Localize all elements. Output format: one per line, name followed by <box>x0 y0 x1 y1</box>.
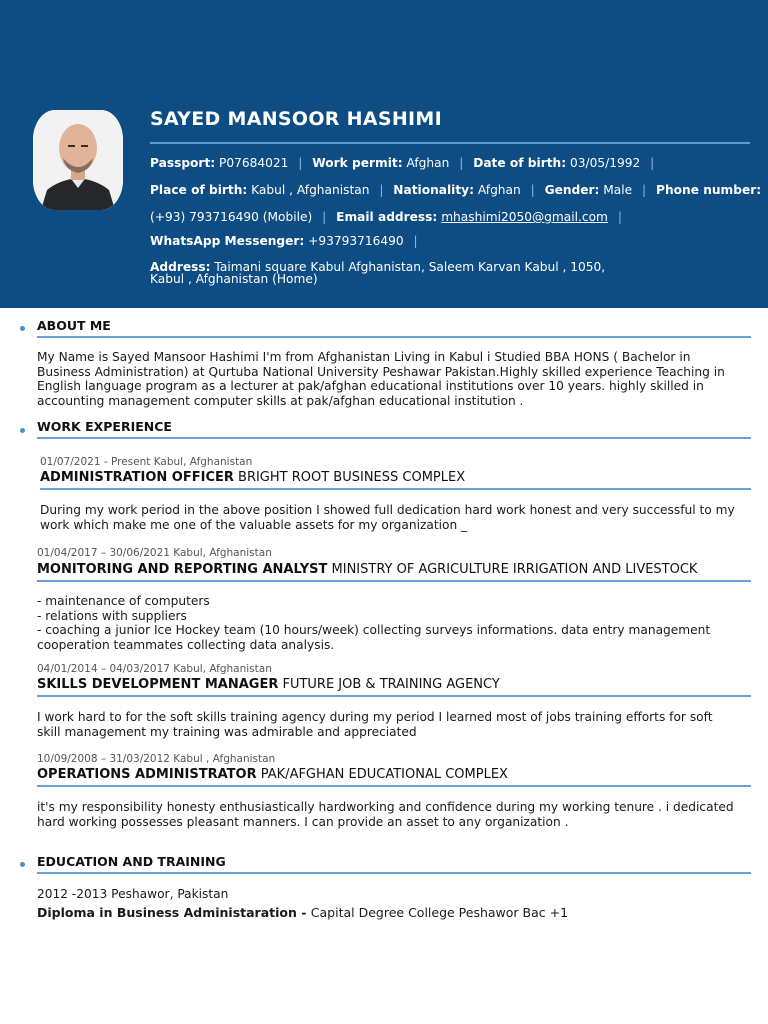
email-link[interactable]: mhashimi2050@gmail.com <box>441 210 608 224</box>
work-permit-label: Work permit: <box>312 156 403 170</box>
list-item: - coaching a junior Ice Hockey team (10 hours/week) collecting surveys informations. data entry management cooperation teammates collecting data analysis. <box>37 623 711 652</box>
job-org: PAK/AFGHAN EDUCATIONAL COMPLEX <box>256 767 508 782</box>
job-description: I work hard to for the soft skills training agency during my period I learned most of jobs training efforts for soft skill management my training was admirable and appreciated <box>37 710 713 739</box>
info-line-1 <box>150 156 660 171</box>
address-label: Address: <box>150 260 211 274</box>
job-title <box>37 767 508 782</box>
pob-label: Place of birth: <box>150 183 248 197</box>
gender-value: Male <box>603 183 633 197</box>
section-title-work: WORK EXPERIENCE <box>37 419 172 434</box>
job-divider <box>37 695 751 697</box>
education-school: Capital Degree College Peshawor Bac +1 <box>310 905 569 920</box>
job-description: it's my responsibility honesty enthusiastically hardworking and confidence during my working tenure . i dedicated hard working possesses pleasant manners. I can provide an asset to any organization . <box>37 800 734 829</box>
section-bullet-icon <box>20 428 25 433</box>
job-divider <box>40 488 751 490</box>
about-text: My Name is Sayed Mansoor Hashimi I'm from Afghanistan Living in Kabul i Studied BBA HONS ( Bachelor in Business Administration) at Qurtuba National University Peshawar Pakistan.Highly skilled experience Teaching in English language program as a lecturer at pak/afghan educational institutions over 10 years. highly skilled in accounting management computer skills at pak/afghan educational institution . <box>37 350 725 408</box>
list-item: - maintenance of computers <box>37 594 210 608</box>
list-item: - relations with suppliers <box>37 608 187 623</box>
separator: | <box>322 210 327 224</box>
education-meta: 2012 -2013 Peshawor, Pakistan <box>37 887 229 901</box>
education-degree: Diploma in Business Administaration - <box>37 905 311 920</box>
job-role: OPERATIONS ADMINISTRATOR <box>37 767 257 782</box>
job-description: During my work period in the above position I showed full dedication hard work honest and very successful to my work which make me one of the valuable assets for my organization _ <box>40 503 735 532</box>
phone-label: Phone number: <box>656 183 762 197</box>
separator: | <box>530 183 535 197</box>
job-meta: 10/09/2008 – 31/03/2012 Kabul , Afghanistan <box>37 753 276 765</box>
candidate-name: SAYED MANSOOR HASHIMI <box>150 108 442 130</box>
section-divider <box>37 437 751 439</box>
nationality-value: Afghan <box>477 183 521 197</box>
job-title <box>37 677 500 692</box>
job-role: SKILLS DEVELOPMENT MANAGER <box>37 677 279 692</box>
passport-label: Passport: <box>150 156 216 170</box>
section-title-about: ABOUT ME <box>37 318 111 333</box>
gender-label: Gender: <box>544 183 600 197</box>
education-entry <box>37 905 568 920</box>
address-line <box>150 261 610 285</box>
info-line-4 <box>150 234 424 249</box>
job-role: MONITORING AND REPORTING ANALYST <box>37 562 328 577</box>
job-org: FUTURE JOB & TRAINING AGENCY <box>278 677 500 692</box>
job-org: BRIGHT ROOT BUSINESS COMPLEX <box>233 470 466 485</box>
header-banner <box>0 0 768 308</box>
info-line-3 <box>150 210 628 225</box>
work-permit-value: Afghan <box>406 156 450 170</box>
info-line-2 <box>150 183 761 198</box>
job-divider <box>37 785 751 787</box>
whatsapp-value: +93793716490 <box>308 234 404 248</box>
nationality-label: Nationality: <box>393 183 474 197</box>
person-photo-icon <box>33 110 123 210</box>
job-org: MINISTRY OF AGRICULTURE IRRIGATION AND LIVESTOCK <box>327 562 698 577</box>
section-bullet-icon <box>20 326 25 331</box>
job-meta: 01/07/2021 - Present Kabul, Afghanistan <box>40 456 253 468</box>
address-value: Taimani square Kabul Afghanistan, Saleem Karvan Kabul , 1050, Kabul , Afghanistan (Home) <box>150 260 606 286</box>
job-title <box>37 562 697 577</box>
section-divider <box>37 872 751 874</box>
separator: | <box>642 183 647 197</box>
separator: | <box>617 210 622 224</box>
whatsapp-label: WhatsApp Messenger: <box>150 234 305 248</box>
section-title-education: EDUCATION AND TRAINING <box>37 854 226 869</box>
dob-value: 03/05/1992 <box>569 156 641 170</box>
email-label: Email address: <box>336 210 438 224</box>
section-bullet-icon <box>20 862 25 867</box>
pob-value: Kabul , Afghanistan <box>251 183 370 197</box>
separator: | <box>459 156 464 170</box>
separator: | <box>298 156 303 170</box>
job-title <box>40 470 465 485</box>
passport-value: P07684021 <box>219 156 289 170</box>
phone-value: (+93) 793716490 (Mobile) <box>150 210 313 224</box>
job-meta: 01/04/2017 – 30/06/2021 Kabul, Afghanistan <box>37 547 272 559</box>
job-role: ADMINISTRATION OFFICER <box>40 470 234 485</box>
job-divider <box>37 580 751 582</box>
separator: | <box>379 183 384 197</box>
separator: | <box>413 234 418 248</box>
section-divider <box>37 336 751 338</box>
profile-photo <box>33 110 123 210</box>
job-bullets <box>37 594 737 652</box>
dob-label: Date of birth: <box>473 156 567 170</box>
job-meta: 04/01/2014 – 04/03/2017 Kabul, Afghanistan <box>37 663 272 675</box>
name-divider <box>150 142 750 144</box>
separator: | <box>650 156 655 170</box>
